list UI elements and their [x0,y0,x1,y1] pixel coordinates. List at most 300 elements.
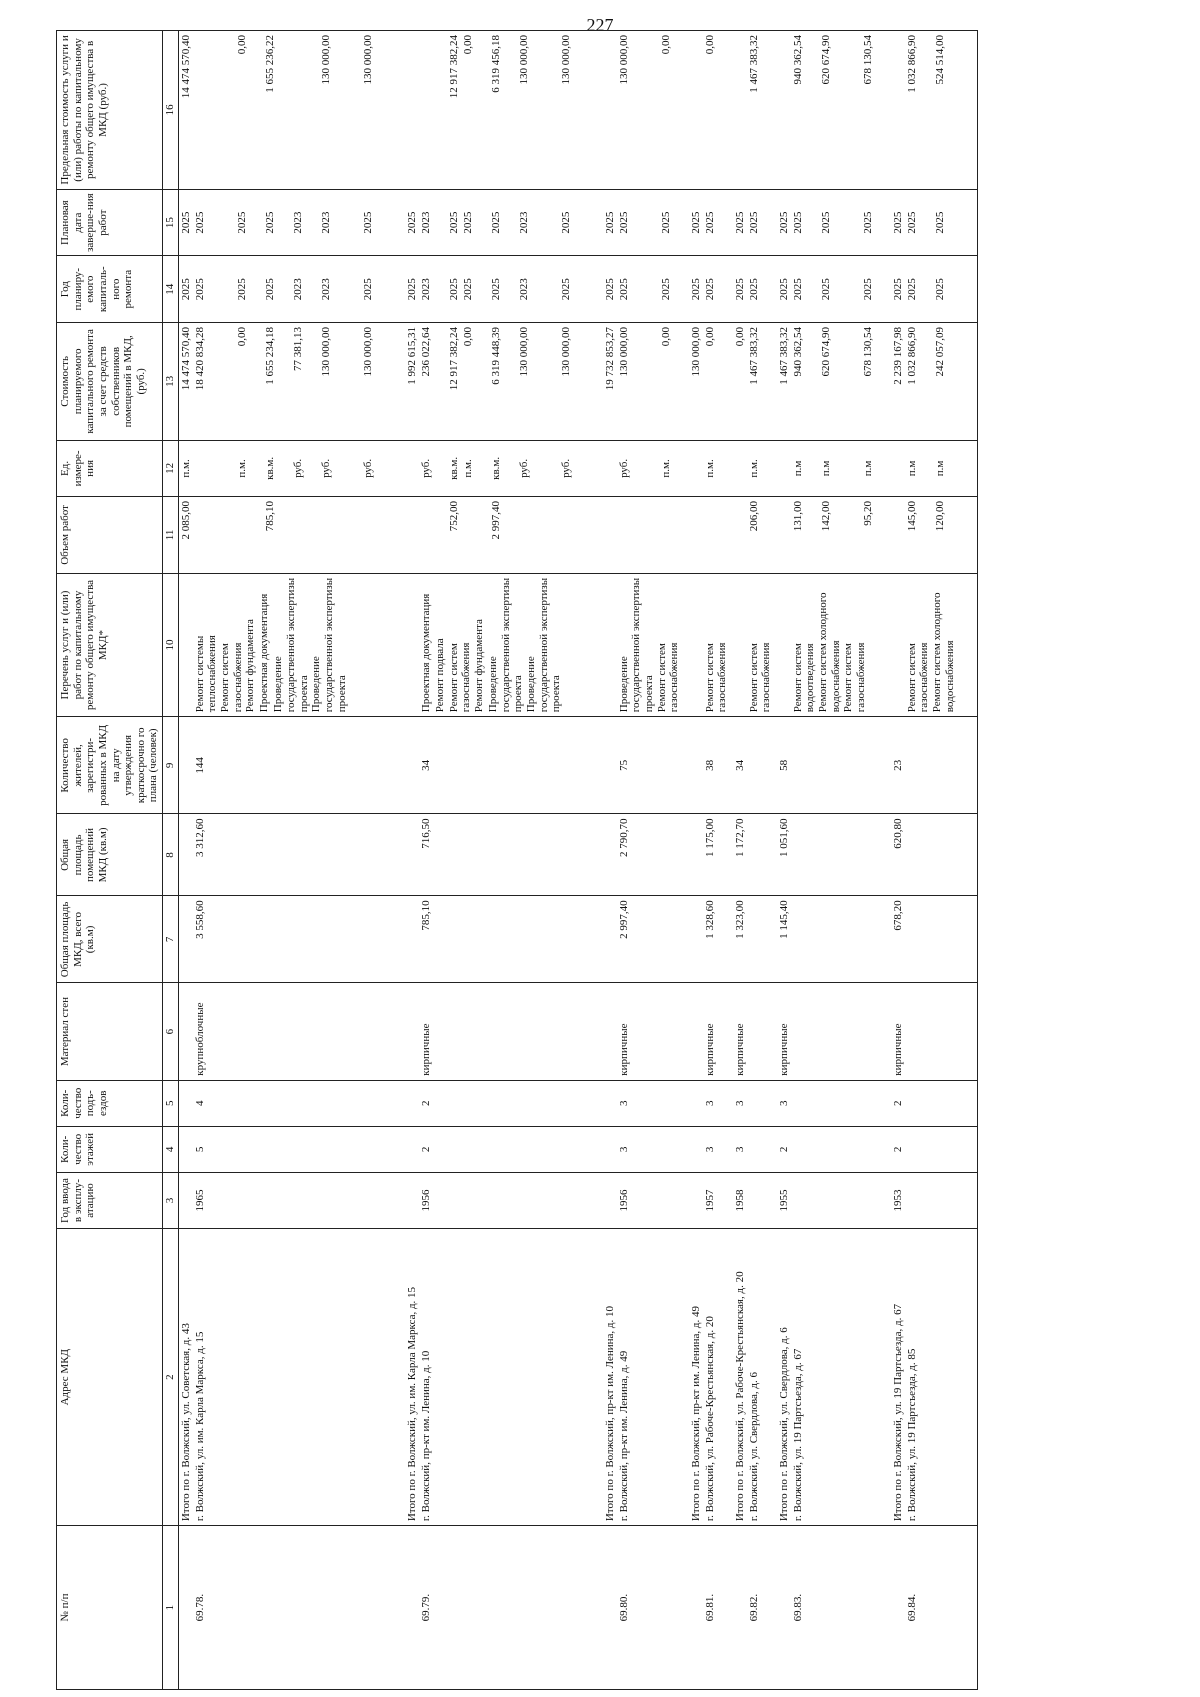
completion-date: 2025 [689,211,702,234]
max-cost: 1 655 236,22 [263,35,276,93]
entrances-cell [178,1080,405,1126]
wall-material [490,987,518,1075]
residents: 144 [193,757,206,774]
year-built [518,1177,560,1224]
entrances: 4 [193,1100,206,1107]
entrances: 3 [617,1100,630,1107]
premises-area [264,818,292,891]
address: г. Волжский, ул. 19 Партсъезда, д. 85 [905,1348,918,1522]
floors-cell [891,1126,978,1172]
plan-year-cell [405,256,603,323]
work-volume [560,501,602,569]
entrances [934,1085,976,1122]
column-header: Год планиру-емого капиталь-ного ремонта [57,256,163,323]
entrances-cell [733,1080,777,1126]
column-header: Перечень услуг и (или) работ по капитальному ремонту общего имущества МКД* [57,573,163,716]
year-built [180,1177,194,1224]
total-area [820,900,862,978]
address: Итого по г. Волжский, пр-кт им. Ленина, д. 49 [689,1306,702,1522]
planned-cost: 0,00 [733,326,746,347]
year-built-cell [891,1172,978,1228]
max-cost [778,35,792,185]
completion-date: 2025 [447,211,460,234]
floors: 2 [891,1146,904,1153]
planned-cost: 6 319 448,39 [489,326,502,385]
completion-date-cell [603,189,689,256]
total-area [448,900,462,978]
floors [362,1131,404,1168]
residents [934,721,976,809]
max-cost: 130 000,00 [559,35,572,85]
column-header: Стоимость планируемого капитального ремонта за счет средств собственников помещений в МКД, (руб.) [57,322,163,440]
plan-year: 2025 [819,278,832,301]
residents [906,721,934,809]
work-description [180,578,194,712]
floors: 5 [193,1146,206,1153]
plan-year-cell [689,256,733,323]
premises-area [518,818,560,891]
planned-cost: 940 362,54 [791,326,804,377]
row-number [820,1530,862,1685]
table-row [777,31,891,1690]
work-volume [406,501,420,569]
row-number: 69.79. [419,1593,432,1622]
year-built [236,1177,264,1224]
year-built: 1965 [193,1189,206,1212]
entrances-cell [689,1080,733,1126]
work-volume: 206,00 [747,501,760,532]
work-description: Ремонт систем газоснабжения [905,642,931,713]
plan-year: 2025 [179,278,192,301]
work-volume [604,501,618,569]
work-volume: 131,00 [791,501,804,532]
year-built [792,1177,820,1224]
column-header: Предельная стоимость услуги и (или) работы по капитальному ремонту общего имущества в МКД (руб.) [57,31,163,190]
planned-cost: 236 022,64 [419,326,432,377]
row-number [362,1530,404,1685]
row-number [690,1530,704,1685]
planned-cost: 2 239 167,98 [891,326,904,385]
address: г. Волжский, ул. 19 Партсъезда, д. 67 [791,1348,804,1522]
work-volume: 752,00 [447,501,460,532]
address: г. Волжский, ул. Рабоче-Крестьянская, д. 20 [703,1316,716,1522]
column-number: 14 [163,256,179,323]
address: г. Волжский, ул. Свердлова, д. 6 [747,1371,760,1522]
address-cell [689,1229,733,1526]
completion-date: 2025 [861,211,874,234]
work-volume [236,501,264,569]
planned-cost: 77 381,13 [291,326,304,371]
work-description: Ремонт систем газоснабжения [219,642,244,713]
work-volume: 145,00 [905,501,918,532]
work-description: Проектная документация [419,593,432,713]
plan-year: 2025 [891,278,904,301]
column-number: 15 [163,189,179,256]
total-area [862,900,890,978]
residents: 23 [891,759,904,771]
premises-area [362,818,404,891]
residents [518,721,560,809]
entrances-cell [777,1080,891,1126]
residents [180,721,194,809]
premises-area [604,818,618,891]
address: Итого по г. Волжский, ул. Свердлова, д. 6 [777,1327,790,1522]
column-number: 4 [163,1126,179,1172]
unit-cell [777,440,891,496]
completion-date: 2025 [703,211,716,234]
premises-area-cell [733,814,777,896]
wall-material: кирпичные [419,1023,432,1076]
unit: руб. [291,458,304,478]
floors [490,1131,518,1168]
address [292,1233,320,1521]
entrances [180,1085,194,1122]
year-built [560,1177,602,1224]
wall-material: кирпичные [617,1023,630,1076]
address-cell [603,1229,689,1526]
completion-date-cell [733,189,777,256]
work-volume-cell [178,497,405,574]
plan-year-cell [777,256,891,323]
address [264,1233,292,1521]
completion-date: 2025 [405,211,418,234]
work-description: Ремонт систем газоснабжения [703,642,729,713]
residents [560,721,602,809]
entrances [320,1085,362,1122]
completion-date-cell [777,189,891,256]
floors [264,1131,292,1168]
max-cost [406,35,420,185]
plan-year: 2025 [461,278,474,301]
plan-year-cell [603,256,689,323]
work-description [406,578,420,712]
row-number: 69.78. [193,1593,206,1622]
wall-material [560,987,602,1075]
row-number-cell [891,1526,978,1690]
floors [792,1131,820,1168]
row-number-cell [178,1526,405,1690]
plan-year: 2025 [777,278,790,301]
entrances-cell [891,1080,978,1126]
work-description-cell [777,573,891,716]
plan-year: 2025 [405,278,418,301]
column-header: Количество жителей, зарегистри-рованных в МКД на дату утверждения краткосрочно го плана (человек) [57,717,163,814]
completion-date: 2025 [361,211,374,234]
floors [292,1131,320,1168]
floors [660,1131,688,1168]
entrances-cell [405,1080,603,1126]
column-header: Плановая дата заверше-ния работ [57,189,163,256]
work-volume [892,501,906,569]
total-area-cell [689,896,733,983]
premises-area [320,818,362,891]
floors: 3 [703,1146,716,1153]
completion-date: 2025 [559,211,572,234]
total-area [406,900,420,978]
unit [406,445,420,492]
year-built [604,1177,618,1224]
wall-material [660,987,688,1075]
entrances [448,1085,462,1122]
wall-material-cell [405,983,603,1080]
address: Итого по г. Волжский, ул. 19 Партсъезда, д. 67 [891,1303,904,1522]
work-description: Ремонт систем газоснабжения [747,642,773,713]
work-description: Ремонт систем газоснабжения [655,642,681,713]
planned-cost: 130 000,00 [319,326,332,377]
table-row [178,31,405,1690]
column-number-row [163,31,179,1690]
entrances [292,1085,320,1122]
work-description: Ремонт систем газоснабжения [447,642,473,713]
planned-cost: 19 732 853,27 [603,326,616,391]
plan-year: 2025 [193,278,206,301]
max-cost: 12 917 382,24 [447,35,460,99]
work-description-cell [733,573,777,716]
completion-date: 2025 [193,211,206,234]
entrances [820,1085,862,1122]
planned-cost: 18 420 834,28 [193,326,206,391]
row-number-cell [733,1526,777,1690]
max-cost [892,35,906,185]
column-number: 16 [163,31,179,190]
residents: 38 [703,759,716,771]
max-cost [690,35,704,185]
wall-material: кирпичные [733,1023,746,1076]
row-number [734,1530,748,1685]
completion-date: 2025 [733,211,746,234]
plan-year: 2025 [703,278,716,301]
address: Итого по г. Волжский, ул. им. Карла Маркса, д. 15 [405,1286,418,1522]
max-cost [194,35,236,185]
table-row [733,31,777,1690]
work-volume [420,501,448,569]
work-description [734,578,748,712]
wall-material [862,987,890,1075]
work-volume: 785,10 [263,501,276,532]
planned-cost: 12 917 382,24 [447,326,460,391]
floors [518,1131,560,1168]
max-cost [420,35,448,185]
completion-date: 2025 [235,211,248,234]
premises-area: 620,80 [891,818,904,849]
work-volume [194,501,236,569]
work-volume: 2 085,00 [179,501,192,540]
address [490,1233,518,1521]
total-area [934,900,976,978]
unit: руб. [419,458,432,478]
completion-date: 2025 [603,211,616,234]
premises-area: 2 790,70 [617,818,630,857]
unit: п.м [819,460,832,477]
entrances [792,1085,820,1122]
floors [236,1131,264,1168]
premises-area: 3 312,60 [193,818,206,857]
residents [448,721,462,809]
year-built: 1953 [891,1189,904,1212]
floors-cell [777,1126,891,1172]
column-header: № п/п [57,1526,163,1690]
address: Итого по г. Волжский, ул. Рабоче-Крестьянская, д. 20 [733,1271,746,1522]
plan-year: 2025 [447,278,460,301]
work-volume-cell [603,497,689,574]
year-built-cell [733,1172,777,1228]
work-description: Ремонт систем газоснабжения [842,642,867,713]
address-cell [891,1229,978,1526]
floors [462,1131,490,1168]
max-cost [734,35,748,185]
year-built [690,1177,704,1224]
work-volume: 142,00 [819,501,832,532]
total-area-cell [603,896,689,983]
wall-material-cell [733,983,777,1080]
max-cost: 6 319 456,18 [489,35,502,93]
floors [934,1131,976,1168]
floors [560,1131,602,1168]
unit-cell [733,440,777,496]
unit: п.м [861,460,874,477]
row-number-cell [777,1526,891,1690]
year-built [490,1177,518,1224]
work-volume [778,501,792,569]
max-cost-cell [733,31,777,190]
completion-date: 2025 [263,211,276,234]
premises-area [448,818,462,891]
entrances-cell [603,1080,689,1126]
unit: п.м. [179,459,192,478]
address [362,1233,404,1521]
entrances: 2 [419,1100,432,1107]
wall-material [448,987,462,1075]
row-number [892,1530,906,1685]
wall-material [292,987,320,1075]
planned-cost: 242 057,09 [933,326,946,377]
unit [892,445,906,492]
max-cost: 0,00 [235,35,248,55]
page-number: 227 [586,15,614,35]
wall-material [792,987,820,1075]
wall-material-cell [777,983,891,1080]
planned-cost: 620 674,90 [819,326,832,377]
residents-cell [689,717,733,814]
wall-material [362,987,404,1075]
entrances [906,1085,934,1122]
premises-area: 716,50 [419,818,432,849]
unit: п.м. [659,459,672,478]
row-number: 69.81. [703,1593,716,1622]
premises-area [406,818,420,891]
work-description: Ремонт фундамента [244,619,257,713]
planned-cost: 14 474 570,40 [179,326,192,391]
column-number: 8 [163,814,179,896]
wall-material [236,987,264,1075]
address [934,1233,976,1521]
residents-cell [405,717,603,814]
residents-cell [777,717,891,814]
premises-area-cell [689,814,733,896]
planned-cost: 0,00 [235,326,248,347]
work-description: Ремонт систем холодного водоснабжения [931,592,956,713]
floors-cell [733,1126,777,1172]
table-row [405,31,603,1690]
wall-material [462,987,490,1075]
max-cost: 0,00 [659,35,672,55]
completion-date-cell [405,189,603,256]
address [518,1233,560,1521]
year-built [934,1177,976,1224]
entrances [236,1085,264,1122]
total-area-cell [405,896,603,983]
completion-date: 2023 [319,211,332,234]
work-description: Проведение государственной экспертизы проекта [487,577,525,713]
floors [906,1131,934,1168]
wall-material [748,987,776,1075]
plan-year: 2025 [747,278,760,301]
residents-cell [178,717,405,814]
wall-material-cell [891,983,978,1080]
column-header: Объем работ [57,497,163,574]
row-number [320,1530,362,1685]
wall-material: кирпичные [777,1023,790,1076]
max-cost-cell [777,31,891,190]
total-area [362,900,404,978]
max-cost [292,35,320,185]
unit: п.м [791,460,804,477]
column-header: Год ввода в эксплу-атацию [57,1172,163,1228]
max-cost: 1 467 383,32 [747,35,760,93]
total-area-cell [777,896,891,983]
max-cost: 1 032 866,90 [905,35,918,93]
year-built: 1956 [419,1189,432,1212]
column-number: 11 [163,497,179,574]
plan-year: 2025 [263,278,276,301]
max-cost: 130 000,00 [361,35,374,85]
address: Итого по г. Волжский, ул. Советская, д. 43 [179,1323,192,1522]
premises-area-cell [178,814,405,896]
column-number: 5 [163,1080,179,1126]
premises-area: 1 175,00 [703,818,716,857]
completion-date: 2025 [933,211,946,234]
table-row [603,31,689,1690]
wall-material-cell [689,983,733,1080]
work-volume [690,501,704,569]
total-area-cell [891,896,978,983]
wall-material-cell [178,983,405,1080]
unit: п.м [905,460,918,477]
plan-year: 2025 [933,278,946,301]
entrances [490,1085,518,1122]
entrances [560,1085,602,1122]
rotated-table-sheet [56,30,1136,1690]
planned-cost: 1 467 383,32 [747,326,760,385]
floors [604,1131,618,1168]
total-area [604,900,618,978]
planned-cost: 1 032 866,90 [905,326,918,385]
year-built [462,1177,490,1224]
year-built-cell [405,1172,603,1228]
entrances [518,1085,560,1122]
address [660,1233,688,1521]
max-cost-cell [405,31,603,190]
total-area [292,900,320,978]
max-cost-cell [603,31,689,190]
max-cost [604,35,618,185]
work-volume-cell [405,497,603,574]
max-cost-cell [891,31,978,190]
year-built [320,1177,362,1224]
work-description: Проведение государственной экспертизы проекта [524,577,563,713]
column-header: Коли-чество этажей [57,1126,163,1172]
planned-cost: 0,00 [461,326,474,347]
